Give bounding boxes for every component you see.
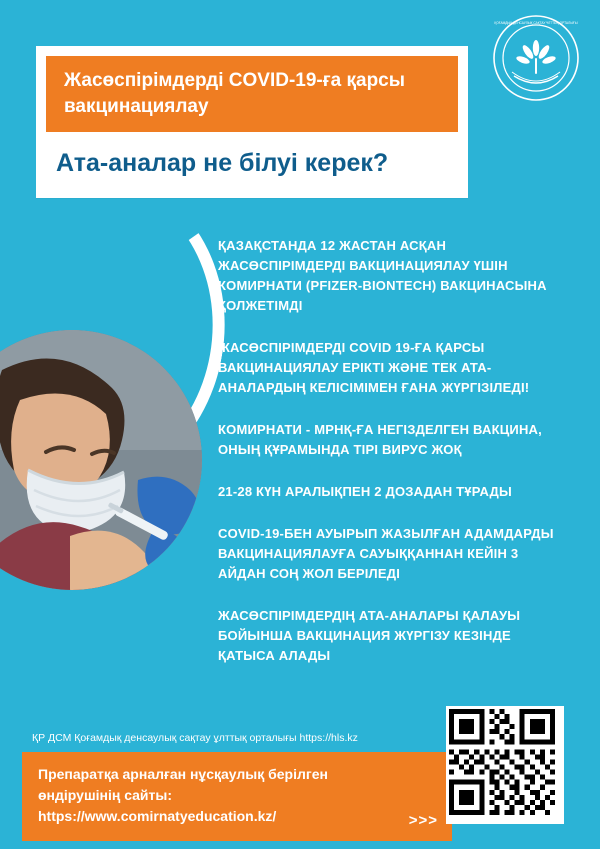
info-paragraph: ЖАСӨСПІРІМДЕРДІ COVID 19-ҒА ҚАРСЫ ВАКЦИНАЦИЯЛАУ ЕРІКТІ ЖӘНЕ ТЕК АТА-АНАЛАРДЫҢ КЕЛІСІМІМЕН ҒАНА ЖҮРГІЗІЛЕДІ! [218, 340, 530, 395]
poster-title: Жасөспірімдерді COVID-19-ға қарсы вакцинациялау [46, 56, 458, 132]
info-paragraph: КОМИРНАТИ - МРНҚ-ҒА НЕГІЗДЕЛГЕН ВАКЦИНА, ОНЫҢ ҚҰРАМЫНДА ТІРІ ВИРУС ЖОҚ [218, 422, 542, 457]
info-paragraph: 21-28 КҮН АРАЛЫҚПЕН 2 ДОЗАДАН ТҰРАДЫ [218, 484, 512, 499]
info-paragraph: ЖАСӨСПІРІМДЕРДІҢ АТА-АНАЛАРЫ ҚАЛАУЫ БОЙЫНША ВАКЦИНАЦИЯ ЖҮРГІЗУ КЕЗІНДЕ ҚАТЫСА АЛАДЫ [218, 608, 521, 663]
poster-subtitle: Ата-аналар не білуі керек? [56, 149, 389, 177]
info-paragraph: ҚАЗАҚСТАНДА 12 ЖАСТАН АСҚАН ЖАСӨСПІРІМДЕРДІ ВАКЦИНАЦИЯЛАУ ҮШІН КОМИРНАТИ (PFIZER-BIONTECH) ВАКЦИНАСЫНА ҚОЛЖЕТІМДІ [218, 238, 547, 313]
manufacturer-line-1: Препаратқа арналған нұсқаулық берілген [38, 766, 328, 782]
manufacturer-link-box [22, 752, 452, 841]
body-text-column [218, 236, 568, 666]
manufacturer-line-2: өндірушінің сайты: [38, 787, 173, 803]
organization-logo [492, 14, 580, 102]
footer-source-note: ҚР ДСМ Қоғамдық денсаулық сақтау ұлттық орталығы https://hls.kz [32, 732, 358, 744]
vaccination-photo [0, 330, 202, 590]
svg-text:ҚОҒАМДЫҚ ДЕНСАУЛЫҚ САҚТАУ ҰЛТТ: ҚОҒАМДЫҚ ДЕНСАУЛЫҚ САҚТАУ ҰЛТТЫҚ ОРТАЛЫҒЫ [494, 21, 578, 25]
qr-code[interactable] [446, 706, 564, 824]
heading-card [36, 46, 468, 198]
arrows-icon: >>> [408, 812, 438, 829]
manufacturer-url[interactable]: https://www.comirnatyeducation.kz/ [38, 808, 277, 824]
info-paragraph: COVID-19-БЕН АУЫРЫП ЖАЗЫЛҒАН АДАМДАРДЫ ВАКЦИНАЦИЯЛАУҒА САУЫҚҚАННАН КЕЙІН 3 АЙДАН СОҢ ЖОЛ БЕРІЛЕДІ [218, 526, 554, 581]
